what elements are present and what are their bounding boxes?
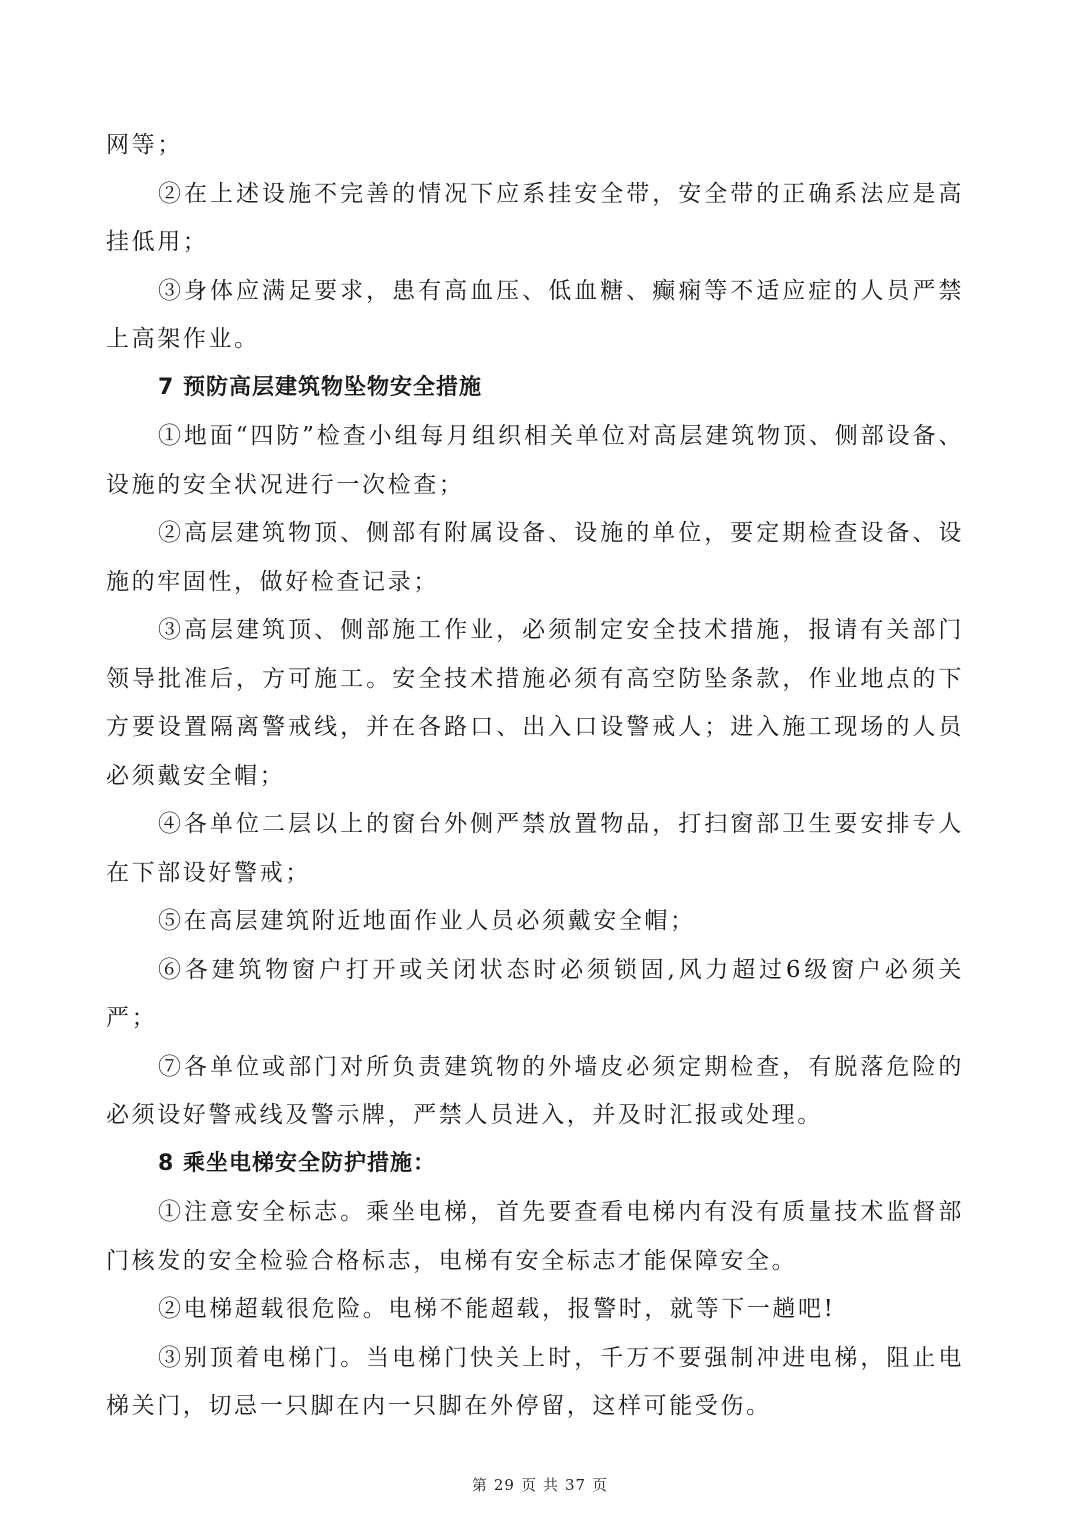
footer-current-page: 29 [493, 1476, 515, 1494]
footer-prefix: 第 [471, 1476, 488, 1494]
paragraph-item-7-6: ⑥各建筑物窗户打开或关闭状态时必须锁固,风力超过6级窗户必须关严； [106, 956, 964, 1031]
paragraph-item-8-1: ①注意安全标志。乘坐电梯，首先要查看电梯内有没有质量技术监督部门核发的安全检验合格标志，电梯有安全标志才能保障安全。 [106, 1199, 964, 1274]
paragraph-item-7-3: ③高层建筑顶、侧部施工作业，必须制定安全技术措施，报请有关部门领导批准后，方可施工。安全技术措施必须有高空防坠条款，作业地点的下方要设置隔离警戒线，并在各路口、出入口设警戒人；进入施工现场的人员必须戴安全帽； [106, 617, 964, 789]
document-body [106, 121, 964, 1431]
paragraph-continuation: 网等； [106, 132, 183, 158]
paragraph-item-2: ②在上述设施不完善的情况下应系挂安全带，安全带的正确系法应是高挂低用； [106, 180, 964, 255]
footer-page-word: 页 [520, 1476, 537, 1494]
paragraph-item-8-2: ②电梯超载很危险。电梯不能超载，报警时，就等下一趟吧! [158, 1296, 836, 1322]
paragraph-item-7-7: ⑦各单位或部门对所负责建筑物的外墙皮必须定期检查，有脱落危险的必须设好警戒线及警示牌，严禁人员进入，并及时汇报或处理。 [106, 1053, 964, 1128]
paragraph-item-3: ③身体应满足要求，患有高血压、低血糖、癫痫等不适应症的人员严禁上高架作业。 [106, 277, 964, 352]
paragraph-item-7-5: ⑤在高层建筑附近地面作业人员必须戴安全帽； [158, 908, 696, 934]
paragraph-item-8-3: ③别顶着电梯门。当电梯门快关上时，千万不要强制冲进电梯，阻止电梯关门，切忌一只脚在内一只脚在外停留，这样可能受伤。 [106, 1344, 964, 1419]
page-number-footer [0, 1474, 1080, 1495]
section-heading-7: 7 预防高层建筑物坠物安全措施 [158, 374, 482, 400]
footer-total-word: 共 [543, 1476, 560, 1494]
paragraph-item-7-2: ②高层建筑物顶、侧部有附属设备、设施的单位，要定期检查设备、设施的牢固性，做好检查记录； [106, 520, 964, 595]
section-heading-8: 8 乘坐电梯安全防护措施： [158, 1150, 436, 1176]
paragraph-item-7-4: ④各单位二层以上的窗台外侧严禁放置物品，打扫窗部卫生要安排专人在下部设好警戒； [106, 811, 964, 886]
paragraph-item-7-1: ①地面“四防”检查小组每月组织相关单位对高层建筑物顶、侧部设备、设施的安全状况进行一次检查； [106, 423, 964, 498]
footer-suffix: 页 [592, 1476, 609, 1494]
footer-total-pages: 37 [565, 1476, 587, 1494]
